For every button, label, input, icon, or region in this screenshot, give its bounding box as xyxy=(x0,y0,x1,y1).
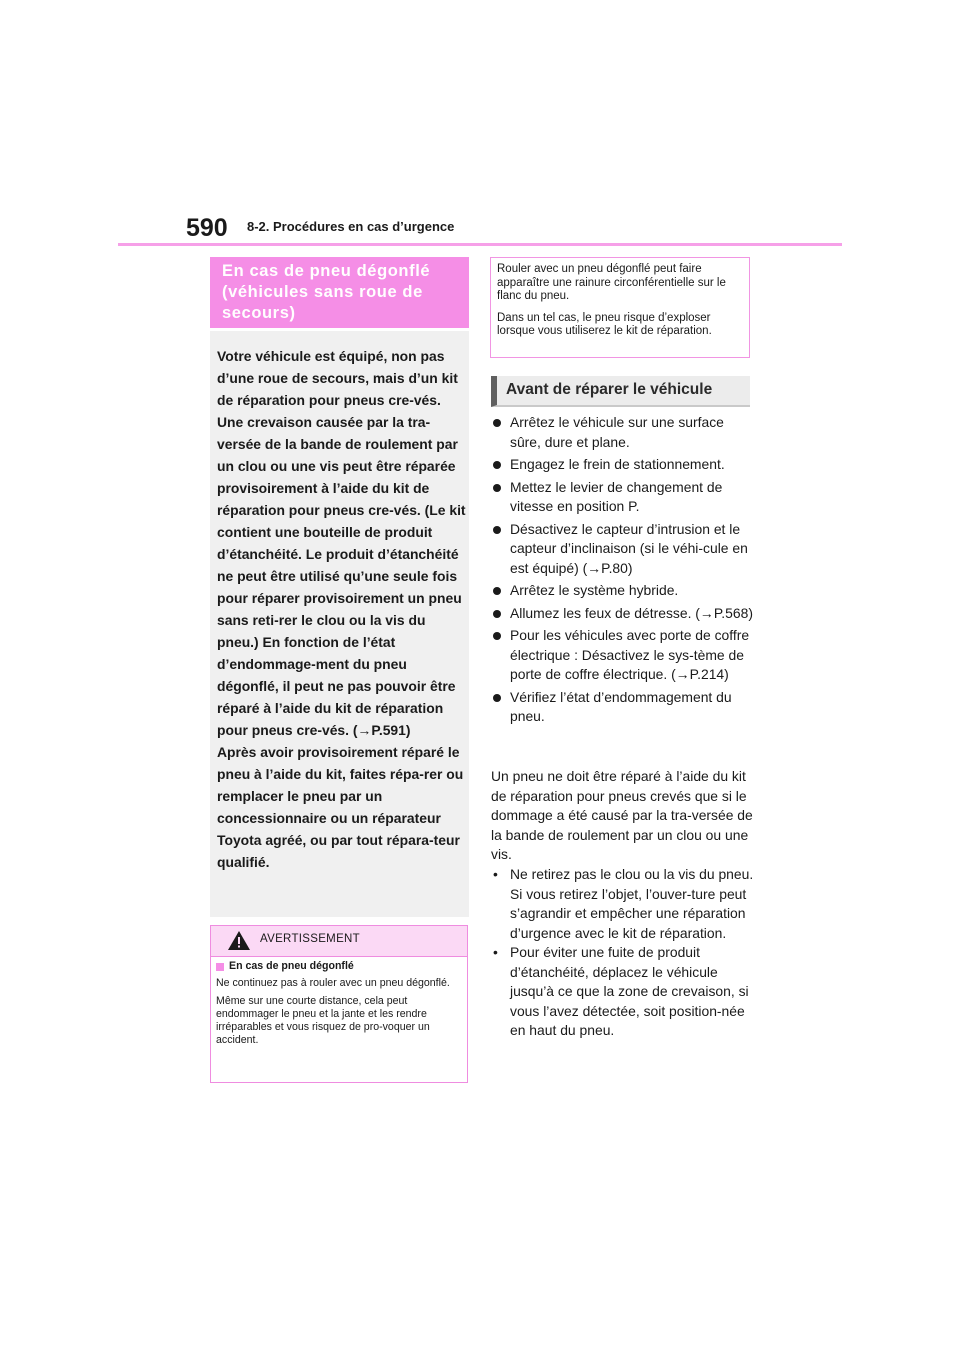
warning-body xyxy=(211,957,467,1047)
info-paragraph-2: Dans un tel cas, le pneu risque d’exploser lorsque vous utiliserez le kit de réparation. xyxy=(497,311,712,338)
warning-title: AVERTISSEMENT xyxy=(260,933,360,945)
square-bullet-icon xyxy=(216,963,224,971)
list-item xyxy=(491,626,756,685)
flat-tire-heading-text: En cas de pneu dégonflé (véhicules sans roue de secours) xyxy=(222,262,431,322)
warning-triangle-icon xyxy=(228,931,250,950)
list-item-text: Allumez les feux de détresse. (→P.568) xyxy=(510,604,753,621)
list-item xyxy=(491,688,756,727)
page-number: 590 xyxy=(186,214,228,242)
list-item xyxy=(491,865,756,943)
list-item-text: Mettez le levier de changement de vitesse en position P. xyxy=(510,478,723,514)
list-item xyxy=(491,943,756,1041)
list-item-text: Arrêtez le véhicule sur une surface sûre, dure et plane. xyxy=(510,414,724,450)
intro-paragraph-1: Votre véhicule est équipé, non pas d’une roue de secours, mais d’un kit de réparation pour pneus cre-vés. xyxy=(217,348,458,408)
warning-box xyxy=(210,925,468,1083)
bullet-dot-icon xyxy=(493,610,501,618)
bullet-dot-icon xyxy=(493,484,501,492)
list-item xyxy=(491,478,756,517)
list-item xyxy=(491,413,756,452)
list-item-text: Désactivez le capteur d’intrusion et le capteur d’inclinaison (si le véhi-cule en est équipé) (→P.80) xyxy=(510,520,748,576)
list-item-text: Vérifiez l’état d’endommagement du pneu. xyxy=(510,688,732,724)
bullet-dot-icon xyxy=(493,419,501,427)
intro-paragraph-3: Après avoir provisoirement réparé le pneu à l’aide du kit, faites répa-rer ou remplacer le pneu par un concessionnaire ou un réparateur Toyota agréé, ou par tout répara-teur qualifié. xyxy=(217,744,464,870)
list-item xyxy=(491,581,756,601)
info-paragraph-1: Rouler avec un pneu dégonflé peut faire apparaître une rainure circonférentielle sur le flanc du pneu. xyxy=(497,263,726,303)
list-item-text: Arrêtez le système hybride. xyxy=(510,582,679,598)
list-item xyxy=(491,604,756,624)
section-title: 8-2. Procédures en cas d’urgence xyxy=(247,219,455,234)
bullet-dot-icon xyxy=(493,526,501,534)
before-repair-heading xyxy=(491,376,750,407)
list-item xyxy=(491,520,756,579)
bullet-mark: • xyxy=(493,944,498,960)
bullet-mark: • xyxy=(493,866,498,882)
warning-subheading-text: En cas de pneu dégonflé xyxy=(229,960,354,972)
list-item-text: Pour les véhicules avec porte de coffre électrique : Désactivez le sys-tème de porte de coffre électrique. (→P.214) xyxy=(510,627,750,682)
warning-header xyxy=(211,926,467,957)
repair-notes-list xyxy=(491,865,756,1041)
intro-paragraph-2: Une crevaison causée par la tra-versée de la bande de roulement par un clou ou une vis peut être réparée provisoirement à l’aide du kit de réparation pour pneus cre-vés. (Le kit contient une bouteille de produit d’étanchéité. Le produit d’étanchéité ne peut être utilisé qu’une seule fois pour réparer provisoirement un pneu sans reti-rer le clou ou la vis du pneu.) En fonction de l’état d’endommage-ment du pneu dégonflé, il peut ne pas pouvoir être réparé à l’aide du kit de réparation pour pneus cre-vés. (→P.591) xyxy=(217,414,466,738)
warning-subheading xyxy=(216,960,462,973)
list-item xyxy=(491,455,756,475)
before-repair-list xyxy=(491,413,756,730)
list-item-text: Engagez le frein de stationnement. xyxy=(510,456,725,472)
bullet-dot-icon xyxy=(493,461,501,469)
intro-box xyxy=(210,331,469,917)
list-item-text: Ne retirez pas le clou ou la vis du pneu. Si vous retirez l’objet, l’ouver-ture peut s’agrandir et empêcher une réparation d’urgence avec le kit de réparation. xyxy=(510,866,754,941)
warning-paragraph-1: Ne continuez pas à rouler avec un pneu dégonflé. xyxy=(216,977,450,989)
bullet-dot-icon xyxy=(493,587,501,595)
bullet-dot-icon xyxy=(493,694,501,702)
info-box xyxy=(490,257,750,358)
bullet-dot-icon xyxy=(493,632,501,640)
warning-paragraph-2: Même sur une courte distance, cela peut endommager le pneu et la jante et les rendre irréparables et vous risquez de pro-voquer un accident. xyxy=(216,995,430,1046)
intro-text xyxy=(217,345,467,873)
list-item-text: Pour éviter une fuite de produit d’étanchéité, déplacez le véhicule jusqu’à ce que la zone de crevaison, si vous l’avez détectée, soit position-née en haut du pneu. xyxy=(510,944,749,1038)
header-rule xyxy=(118,243,842,246)
before-repair-heading-text: Avant de réparer le véhicule xyxy=(506,381,713,398)
flat-tire-heading xyxy=(210,257,469,328)
repair-condition-paragraph: Un pneu ne doit être réparé à l’aide du kit de réparation pour pneus crevés que si le dommage a été causé par la tra-versée de la bande de roulement par un clou ou une vis. xyxy=(491,768,753,862)
